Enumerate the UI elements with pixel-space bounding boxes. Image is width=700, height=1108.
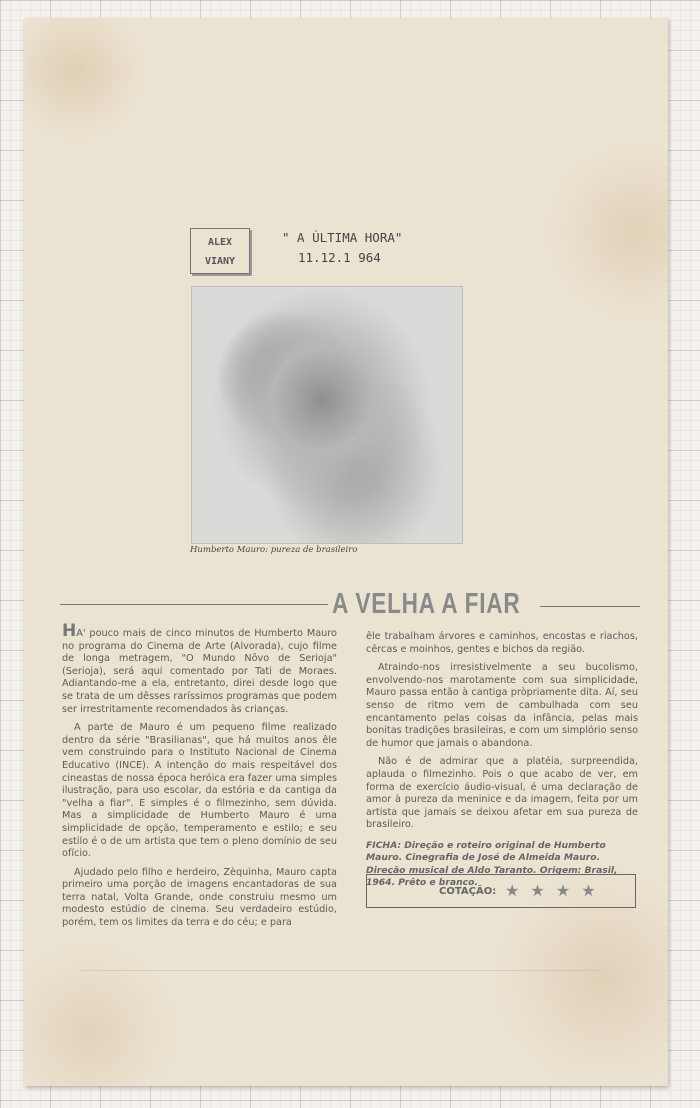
source-annotation	[282, 228, 402, 268]
article-paragraph: A parte de Mauro é um pequeno filme realizado dentro da série "Brasilianas", que há muitos anos êle vem construindo para o Instituto Nacional de Cinema Educativo (INCE). A intenção do mais respeitável dos cineastas de nossa época heróica era fazer uma simples ilustração, para uso escolar, da estória e da cantiga da "velha a fiar". E simples é o filmezinho, sem dúvida. Mas a simplicidade de Humberto Mauro é uma simplicidade de opção, temperamento e estilo; e seu estilo é o de um artista que tem o pleno domínio de seu ofício.	[62, 722, 337, 860]
article-paragraph: êle trabalham árvores e caminhos, encostas e riachos, cêrcas e moinhos, gentes e bichos da região.	[366, 631, 638, 655]
article-column-right	[366, 631, 638, 890]
rating-label: COTAÇÃO:	[439, 886, 497, 897]
film-credits: FICHA: Direção e roteiro original de Humberto Mauro. Cinegrafia de José de Almeida Mauro. Direção musical de Aldo Taranto. Origem: Brasil, 1964. Prêto e branco.	[366, 839, 618, 889]
newspaper-name: " A ÚLTIMA HORA"	[282, 230, 403, 245]
headline-rule-left	[60, 604, 328, 605]
rating-box	[366, 874, 636, 908]
article-column-left	[62, 621, 337, 936]
publication-date: 11.12.1 964	[298, 250, 381, 265]
author-stamp-line2: VIANY	[204, 256, 236, 267]
headline: A VELHA A FIAR	[332, 588, 521, 620]
fold-line	[80, 970, 600, 971]
photo-caption: Humberto Mauro: pureza de brasileiro	[190, 545, 358, 555]
author-stamp-line1: ALEX	[207, 237, 233, 248]
article-paragraph: HA' pouco mais de cinco minutos de Humberto Mauro no programa do Cinema de Arte (Alvorada), cujo filme de longa metragem, "O Mundo Nôvo de Serioja" (Serioja), será aqui comentado por Tati de Moraes. Adiantando-me a ela, entretanto, direi desde logo que se trata de um dêsses raríssimos programas que podem ser irrestritamente recomendados às crianças.	[62, 621, 337, 715]
headline-rule-right	[540, 606, 640, 607]
drop-cap: H	[62, 621, 77, 641]
rating-stars: ★ ★ ★ ★	[505, 881, 599, 900]
article-paragraph: Atraindo-nos irresistivelmente a seu bucolismo, envolvendo-nos marotamente com sua simplicidade, Mauro passa então à cantiga pròpriamente dita. Aí, seu senso de ritmo vem de cambulhada com seu encantamento pelas coisas da infância, pelas mais bonitas tradições brasileiras, e com um simplório senso de humor que jamais o abandona.	[366, 662, 638, 749]
article-paragraph: Ajudado pelo filho e herdeiro, Zèquinha, Mauro capta primeiro uma porção de imagens encantadoras de sua terra natal, Volta Grande, onde construiu mesmo um modesto estúdio de cinema. Seu verdadeiro estúdio, porém, tem os limites da terra e do céu; e para	[62, 866, 337, 929]
portrait-photo	[191, 286, 463, 544]
author-stamp	[190, 228, 250, 274]
article-paragraph: Não é de admirar que a platéia, surpreendida, aplauda o filmezinho. Pois o que acabo de ver, em forma de exercício áudio-visual, é uma declaração de amor à pureza da meninice e da imagem, feita por um artista que jamais se deixou afetar em sua pureza de brasileiro.	[366, 756, 638, 831]
